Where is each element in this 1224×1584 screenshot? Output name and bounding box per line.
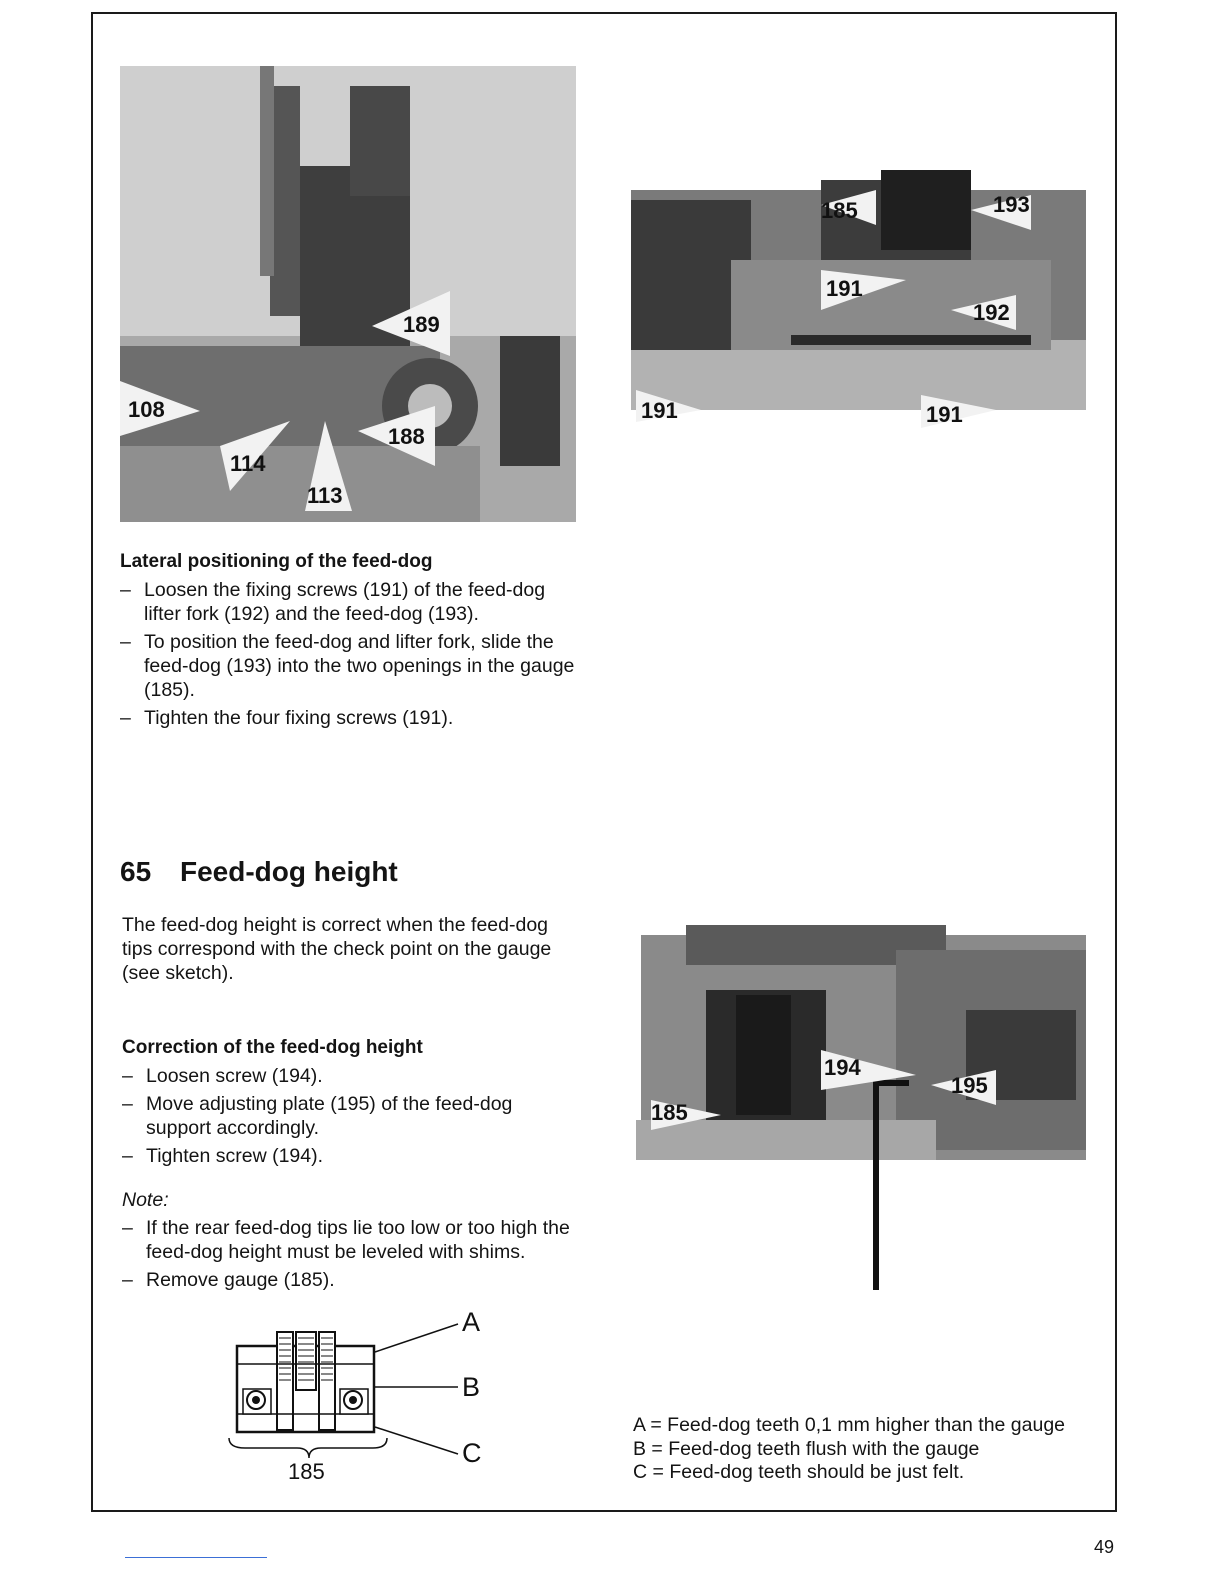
sketch-label-b: B [462, 1372, 481, 1402]
note-item: – If the rear feed-dog tips lie too low or too high the feed-dog height must be leveled with shims. [122, 1216, 592, 1264]
gauge-sketch [225, 1302, 500, 1492]
legend [633, 1414, 1065, 1485]
correction-block [122, 1036, 582, 1172]
correction-heading: Correction of the feed-dog height [122, 1037, 423, 1058]
lateral-positioning-block [120, 550, 580, 734]
callout-185: 185 [821, 198, 858, 223]
photo-feed-dog-height [636, 920, 1091, 1315]
correction-steps [122, 1064, 582, 1168]
callout-189: 189 [403, 312, 440, 337]
note-items [122, 1216, 592, 1292]
callout-114: 114 [230, 451, 266, 476]
callout-192: 192 [973, 300, 1010, 325]
correction-step: – Move adjusting plate (195) of the feed-dog support accordingly. [122, 1092, 582, 1140]
lateral-steps [120, 578, 580, 730]
photo-feed-mechanism-side [120, 66, 576, 522]
legend-key: C [633, 1461, 648, 1483]
sketch-label-a: A [462, 1307, 481, 1337]
section-title-text: Feed-dog height [180, 856, 398, 887]
legend-text: Feed-dog teeth 0,1 mm higher than the gauge [667, 1414, 1066, 1436]
intro-paragraph: The feed-dog height is correct when the feed-dog tips correspond with the check point on the gauge (see sketch). [122, 914, 552, 984]
note-item: – Remove gauge (185). [122, 1268, 592, 1292]
legend-key: B [633, 1437, 647, 1460]
section-number: 65 [120, 856, 152, 887]
legend-row-c: C = Feed-dog teeth should be just felt. [633, 1461, 965, 1483]
page-number: 49 [1094, 1537, 1115, 1557]
callout-194: 194 [824, 1055, 861, 1080]
footer-link-underline [125, 1557, 267, 1558]
callout-195: 195 [951, 1073, 988, 1098]
callout-185-mid: 185 [651, 1100, 688, 1125]
callout-191-left: 191 [641, 398, 678, 423]
section-intro [122, 913, 582, 985]
lateral-step: – Tighten the four fixing screws (191). [120, 706, 580, 730]
lateral-heading: Lateral positioning of the feed-dog [120, 551, 433, 572]
legend-key: A [633, 1414, 645, 1436]
callout-191: 191 [826, 276, 863, 301]
legend-row-a: A = Feed-dog teeth 0,1 mm higher than the gauge [633, 1414, 1066, 1436]
note-block [122, 1188, 592, 1296]
note-label: Note: [122, 1189, 169, 1211]
correction-step: – Loosen screw (194). [122, 1064, 582, 1088]
callout-191-right: 191 [926, 402, 963, 427]
sketch-gauge-label: 185 [288, 1459, 325, 1484]
legend-text: Feed-dog teeth flush with the gauge [668, 1437, 980, 1460]
callout-108: 108 [128, 397, 165, 422]
legend-row-b: B = Feed-dog teeth flush with the gauge [633, 1437, 980, 1460]
section-heading [120, 856, 398, 888]
callout-113: 113 [307, 483, 343, 508]
correction-step: – Tighten screw (194). [122, 1144, 582, 1168]
callout-188: 188 [388, 424, 425, 449]
sketch-label-c: C [462, 1438, 482, 1468]
photo-feed-dog-gauge-top [631, 160, 1091, 440]
lateral-step: – To position the feed-dog and lifter fork, slide the feed-dog (193) into the two openings in the gauge (185). [120, 630, 580, 702]
legend-text: Feed-dog teeth should be just felt. [669, 1461, 965, 1483]
lateral-step: – Loosen the fixing screws (191) of the feed-dog lifter fork (192) and the feed-dog (193). [120, 578, 580, 626]
callout-193: 193 [993, 192, 1030, 217]
